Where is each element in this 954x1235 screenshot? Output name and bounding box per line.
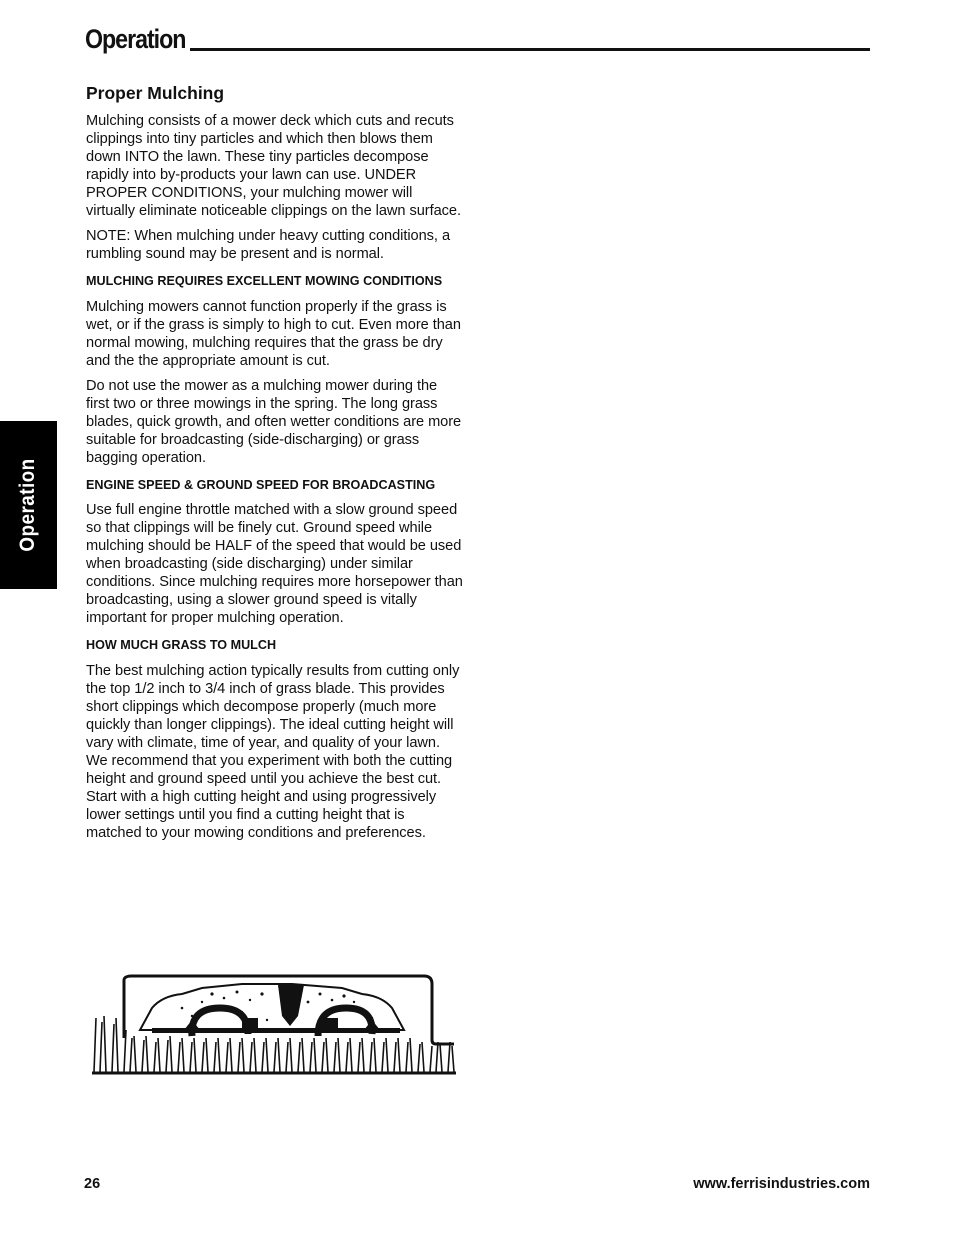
subhead-engine-speed: ENGINE SPEED & GROUND SPEED FOR BROADCASTING <box>86 477 436 492</box>
body-paragraph: Do not use the mower as a mulching mower during the first two or three mowings in the spring. The long grass blades, quick growth, and often wetter conditions are more suitable for broadcasting (side-discharging) or grass bagging operation. <box>86 377 462 466</box>
page-header-title: Operation <box>85 24 186 54</box>
intro-paragraph: Mulching consists of a mower deck which cuts and recuts clippings into tiny particles and which then blows them down INTO the lawn. These tiny particles decompose rapidly into by-products your lawn can use. UNDER PROPER CONDITIONS, your mulching mower will virtually eliminate noticeable clippings on the lawn surface. <box>86 113 461 219</box>
body-paragraph: The best mulching action typically results from cutting only the top 1/2 inch to 3/4 inch of grass blade. This provides short clippings which decompose properly (much more quickly than longer clippings). The ideal cutting height will vary with climate, time of year, and quality of your lawn. We recommend that you experiment with both the cutting height and ground speed until you achieve the best cut. Start with a high cutting height and using progressively lower settings until you find a cutting height that is matched to your mowing conditions and preferences. <box>86 662 460 841</box>
body-paragraph: Mulching mowers cannot function properly if the grass is wet, or if the grass is simply to high to cut. Even more than normal mowing, mulching requires that the grass be dry and the the appropriate amount is cut. <box>86 298 461 369</box>
body-paragraph: Use full engine throttle matched with a slow ground speed so that clippings will be finely cut. Ground speed while mulching should be HALF of the speed that would be used when broadcasting (side discharging) under similar conditions. Since mulching requires more horsepower than broadcasting, using a slower ground speed is vitally important for proper mulching operation. <box>86 502 463 626</box>
section-title: Proper Mulching <box>86 83 225 103</box>
note-paragraph: NOTE: When mulching under heavy cutting conditions, a rumbling sound may be present and is normal. <box>86 228 451 262</box>
subhead-mowing-conditions: MULCHING REQUIRES EXCELLENT MOWING CONDITIONS <box>86 274 443 288</box>
footer-website: www.ferrisindustries.com <box>693 1176 870 1192</box>
mulching-deck-icon <box>92 972 456 1076</box>
subhead-how-much-grass: HOW MUCH GRASS TO MULCH <box>86 638 277 652</box>
mulching-deck-illustration <box>92 972 456 1076</box>
header-rule <box>190 48 870 51</box>
side-tab-label: Operation <box>16 458 39 552</box>
footer-page-number: 26 <box>84 1176 101 1192</box>
content-column <box>86 80 464 849</box>
